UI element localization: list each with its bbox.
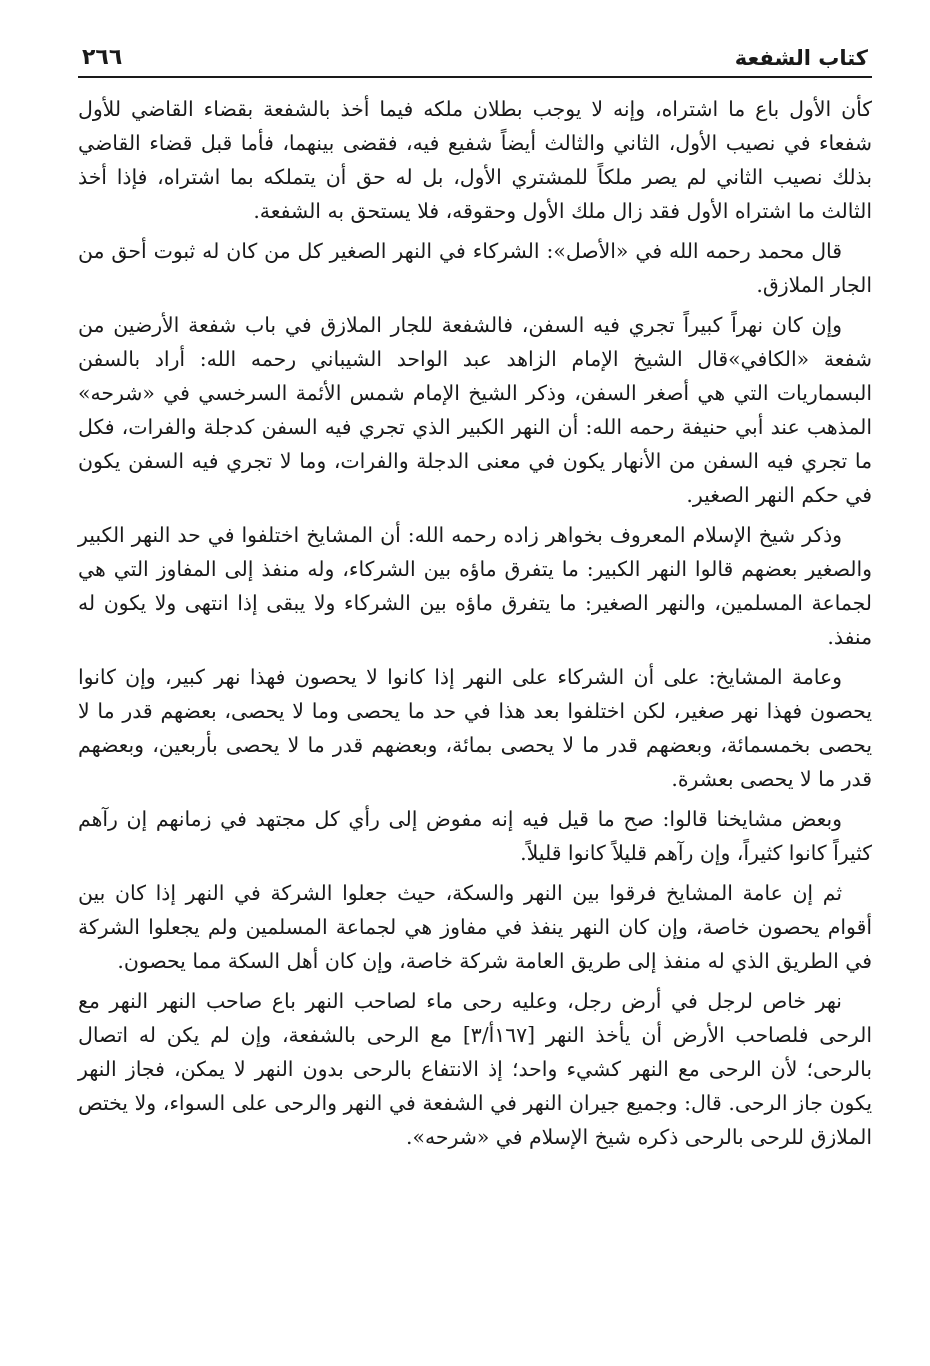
paragraph-5: وعامة المشايخ: على أن الشركاء على النهر إذا كانوا لا يحصون فهذا نهر كبير، وإن كانوا يحصون فهذا نهر صغير، لكن اختلفوا بعد هذا في حد ما يحصى وما لا يحصى، بعضهم قدر ما لا يحصى بخمسمائة، وبعضهم قدر ما لا يحصى بمائة، وبعضهم قدر ما لا يحصى بأربعين، وبعضهم قدر ما لا يحصى بعشرة. bbox=[78, 665, 872, 791]
book-title: كتاب الشفعة bbox=[734, 46, 868, 70]
paragraph-4: وذكر شيخ الإسلام المعروف بخواهر زاده رحمه الله: أن المشايخ اختلفوا في حد النهر الكبير والصغير بعضهم قالوا النهر الكبير: ما يتفرق ماؤه بين الشركاء، وله منفذ إلى المفاوز التي هي لجماعة المسلمين، والنهر الصغير: ما يتفرق ماؤه بين الشركاء ولا يبقى إذا انتهى ولا يكون له منفذ. bbox=[78, 523, 872, 649]
paragraph-8: نهر خاص لرجل في أرض رجل، وعليه رحى ماء لصاحب النهر باع صاحب النهر النهر مع الرحى فلصاحب الأرض أن يأخذ النهر [١٦٧أ/٣] مع الرحى بالشفعة، وإن لم يكن له اتصال بالرحى؛ لأن الرحى مع النهر كشيء واحد؛ إذ الانتفاع بالرحى بدون النهر لا يمكن، فجاز النهر يكون جاز الرحى. قال: وجميع جيران النهر في الشفعة في النهر والرحى على السواء، ولا يختص الملازق للرحى بالرحى ذكره شيخ الإسلام في «شرحه». bbox=[78, 989, 872, 1149]
body-text bbox=[78, 92, 872, 1154]
document-page bbox=[78, 34, 872, 1160]
paragraph-1: كأن الأول باع ما اشتراه، وإنه لا يوجب بطلان ملكه فيما أخذ بالشفعة بقضاء القاضي للأول شفعاء في نصيب الأول، الثاني والثالث أيضاً شفيع فيه، فقضى بينهما، فأما قبل قضاء القاضي بذلك نصيب الثاني لم يصر ملكاً للمشتري الأول، بل له حق أن يتملكه بما اشتراه، فإذا أخذ الثالث ما اشتراه الأول فقد زال ملك الأول وحقوقه، فلا يستحق به الشفعة. bbox=[78, 97, 872, 223]
paragraph-2: قال محمد رحمه الله في «الأصل»: الشركاء في النهر الصغير كل من كان له ثبوت أحق من الجار الملازق. bbox=[78, 239, 872, 297]
paragraph-6: وبعض مشايخنا قالوا: صح ما قيل فيه إنه مفوض إلى رأي كل مجتهد في زمانهم إن رآهم كثيراً كانوا كثيراً، وإن رآهم قليلاً كانوا قليلاً. bbox=[78, 807, 872, 865]
page-header bbox=[78, 34, 872, 78]
paragraph-3: وإن كان نهراً كبيراً تجري فيه السفن، فالشفعة للجار الملازق في باب شفعة الأرضين من شفعة «الكافي»قال الشيخ الإمام الزاهد عبد الواحد الشيباني رحمه الله: أراد بالسفن البسماريات التي هي أصغر السفن، وذكر الشيخ الإمام شمس الأئمة السرخسي في «شرحه» المذهب عند أبي حنيفة رحمه الله: أن النهر الكبير الذي تجري فيه السفن كدجلة والفرات، فكل ما تجري فيه السفن من الأنهار يكون في معنى الدجلة والفرات، وما لا تجري فيه السفن يكون في حكم النهر الصغير. bbox=[78, 313, 872, 507]
paragraph-7: ثم إن عامة المشايخ فرقوا بين النهر والسكة، حيث جعلوا الشركة في النهر إذا كان بين أقوام يحصون خاصة، وإن كان النهر ينفذ في مفاوز هي لجماعة المسلمين ولم يجعلوا الشركة في الطريق الذي له منفذ إلى طريق العامة شركة خاصة، وإن كان أهل السكة مما يحصون. bbox=[78, 881, 872, 973]
page-number: ٢٦٦ bbox=[82, 45, 123, 70]
